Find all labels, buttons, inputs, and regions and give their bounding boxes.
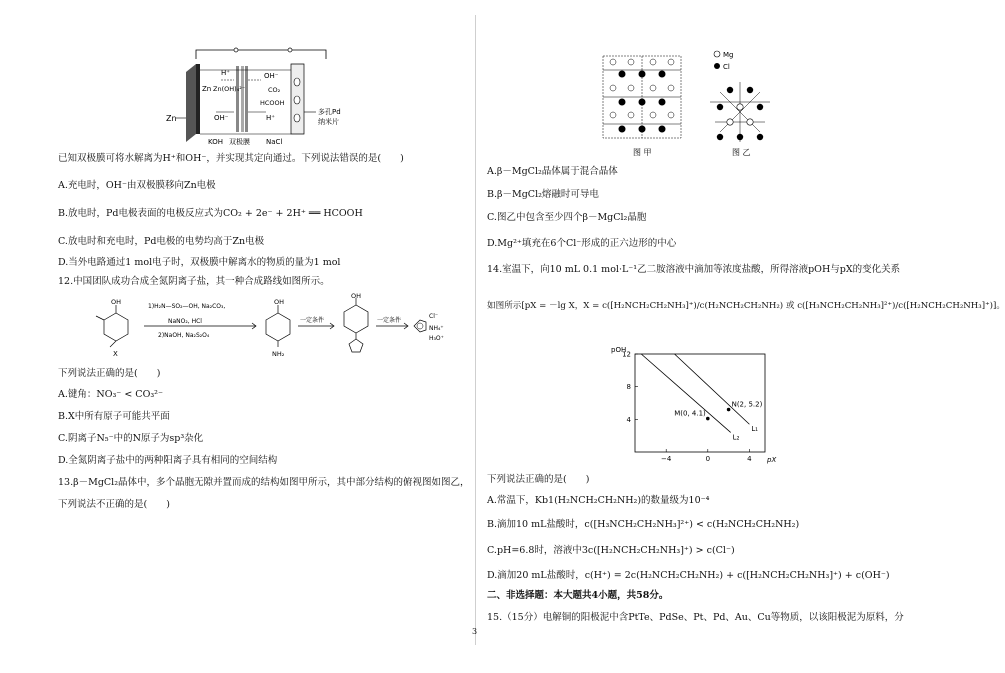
- q14-option-b: B.滴加10 mL盐酸时，c([H₃NCH₂CH₂NH₃]²⁺) < c(H₂NCH₂CH₂NH₂): [487, 519, 800, 530]
- circuit-node-left: [234, 48, 238, 52]
- fig-label-oh-mid: OH⁻: [214, 114, 229, 122]
- point-label-1: M(0, 4.1): [674, 409, 706, 418]
- series-label-1: L₁: [751, 425, 759, 434]
- x-tick-label: 0: [705, 455, 711, 463]
- p1-oh-label: OH: [274, 298, 285, 306]
- q12-stem: 12.中国团队成功合成全氮阴离子盐，其一种合成路线如图所示。: [58, 276, 330, 287]
- q13-option-d: D.Mg²⁺填充在6个Cl⁻形成的正六边形的中心: [487, 238, 677, 249]
- section-2-header: 二、非选择题：本大题共4小题，共58分。: [487, 590, 669, 601]
- fig-b-caption: 图 乙: [732, 148, 751, 157]
- step2-label: 一定条件: [300, 317, 325, 324]
- legend-mg: Mg: [723, 51, 734, 59]
- q12-option-b: B.X中所有原子可能共平面: [58, 411, 170, 422]
- fig-label-zn-plate: Zn: [202, 85, 212, 93]
- salt-nh4: NH₄⁺: [429, 325, 444, 332]
- q14-option-c: C.pH=6.8时，溶液中3c([H₂NCH₂CH₂NH₃]⁺) > c(Cl⁻): [487, 545, 735, 556]
- q11-option-d: D.当外电路通过1 mol电子时，双极膜中解离水的物质的量为1 mol: [58, 257, 341, 268]
- q13-option-b: B.β－MgCl₂熔融时可导电: [487, 189, 599, 200]
- q14-stem-1: 14.室温下，向10 mL 0.1 mol·L⁻¹乙二胺溶液中滴加等浓度盐酸，所得溶液pOH与pX的变化关系: [487, 264, 901, 275]
- step3-label: 一定条件: [377, 317, 402, 324]
- q11-option-a: A.充电时，OH⁻由双极膜移向Zn电极: [58, 180, 216, 191]
- series-line-2: [641, 354, 730, 432]
- q13-crystal-figures: [595, 42, 795, 160]
- fig-label-hcooh: HCOOH: [260, 99, 285, 107]
- fig-label-co2: CO₂: [268, 86, 281, 94]
- fig-label-zn-oh4: Zn(OH)₄²⁻: [213, 85, 246, 93]
- x-label: X: [113, 350, 118, 358]
- legend-mg-marker: [714, 51, 720, 57]
- q12-synthesis-scheme: [86, 292, 446, 360]
- fig-label-h-top: H⁺: [221, 69, 230, 77]
- q13-stem-1: 13.β－MgCl₂晶体中，多个晶胞无隙并置而成的结构如图甲所示，其中部分结构的俯视图如图乙，: [58, 477, 470, 488]
- series-label-2: L₂: [732, 433, 740, 442]
- column-divider: [475, 15, 476, 645]
- q12-option-a: A.键角：NO₃⁻ < CO₃²⁻: [58, 389, 163, 400]
- q12-option-c: C.阴离子N₅⁻中的N原子为sp³杂化: [58, 433, 204, 444]
- reagent-bot: 2)NaOH, Na₂S₂O₄: [158, 332, 210, 339]
- fig-label-h-mid: H⁺: [266, 114, 275, 122]
- q11-electrolysis-figure: [166, 42, 396, 147]
- data-point-1: [706, 417, 710, 421]
- y-tick-label: 8: [626, 383, 631, 392]
- x-oh-label: OH: [111, 298, 122, 306]
- fig-a-caption: 图 甲: [633, 148, 652, 157]
- q14-pOH-pX-chart: [607, 340, 807, 470]
- fig-label-nacl: NaCl: [266, 138, 283, 146]
- page-number: 3: [472, 627, 478, 636]
- p1-nh2-label: NH₂: [272, 350, 285, 358]
- x-axis-label: pX: [767, 456, 777, 464]
- fig-label-zn-lead: Zn: [166, 114, 177, 123]
- y-tick-label: 12: [622, 350, 631, 359]
- q13-stem-2: 下列说法不正确的是( ): [58, 499, 170, 510]
- q13-option-a: A.β－MgCl₂晶体属于混合晶体: [487, 166, 618, 177]
- circuit-node-right: [288, 48, 292, 52]
- p2-oh-label: OH: [351, 292, 362, 300]
- q12-option-d: D.全氮阴离子盐中的两种阳离子具有相同的空间结构: [58, 455, 278, 466]
- reagent-top: 1)H₂N—SO₂—OH, Na₂CO₃,: [148, 303, 226, 310]
- salt-cl: Cl⁻: [429, 313, 439, 320]
- q11-option-b: B.放电时，Pd电极表面的电极反应式为CO₂ + 2e⁻ + 2H⁺ ══ HCOOH: [58, 208, 363, 219]
- x-tick-label: 4: [747, 455, 752, 463]
- fig-label-koh: KOH: [208, 138, 223, 146]
- point-label-2: N(2, 5.2): [731, 400, 763, 409]
- q11-option-c: C.放电时和充电时，Pd电极的电势均高于Zn电极: [58, 236, 265, 247]
- legend-cl: Cl: [723, 63, 730, 71]
- salt-h3o: H₃O⁺: [429, 335, 444, 342]
- data-point-2: [727, 408, 731, 412]
- x-tick-label: −4: [661, 455, 672, 463]
- fig-label-oh-top: OH⁻: [264, 72, 279, 80]
- fig-label-pd2: 纳米片: [318, 118, 339, 126]
- legend-cl-marker: [714, 63, 720, 69]
- y-axis-label: pOH: [611, 346, 627, 354]
- q14-stem-2: 如图所示[pX = －lg X，X = c([H₂NCH₂CH₂NH₃]⁺)/c(H₂NCH₂CH₂NH₂) 或 c([H₃NCH₂CH₂NH₃]²⁺)/c([H₂NCH₂CH₂NH₃]⁺)]。: [487, 301, 1005, 311]
- q14-option-a: A.常温下，Kb1(H₂NCH₂CH₂NH₂)的数量级为10⁻⁴: [487, 495, 710, 506]
- y-tick-label: 4: [626, 415, 631, 424]
- fig-b-hexagon: [710, 82, 770, 142]
- q14-option-d: D.滴加20 mL盐酸时，c(H⁺) = 2c(H₂NCH₂CH₂NH₂) + c([H₂NCH₂CH₂NH₃]⁺) + c(OH⁻): [487, 570, 890, 581]
- fig-label-pd1: 多孔Pd: [318, 108, 341, 116]
- q14-ask: 下列说法正确的是( ): [487, 474, 590, 485]
- q15-stem: 15.（15分）电解铜的阳极泥中含PtTe、PdSe、Pt、Pd、Au、Cu等物质，以该阳极泥为原料，分: [487, 612, 904, 623]
- q12-ask: 下列说法正确的是( ): [58, 368, 161, 379]
- q11-stem: 已知双极膜可将水解离为H⁺和OH⁻，并实现其定向通过。下列说法错误的是( ): [58, 153, 404, 164]
- fig-label-membrane: 双极膜: [229, 138, 250, 146]
- reagent-mid: NaNO₂, HCl: [168, 318, 202, 325]
- q13-option-c: C.图乙中包含至少四个β－MgCl₂晶胞: [487, 212, 647, 223]
